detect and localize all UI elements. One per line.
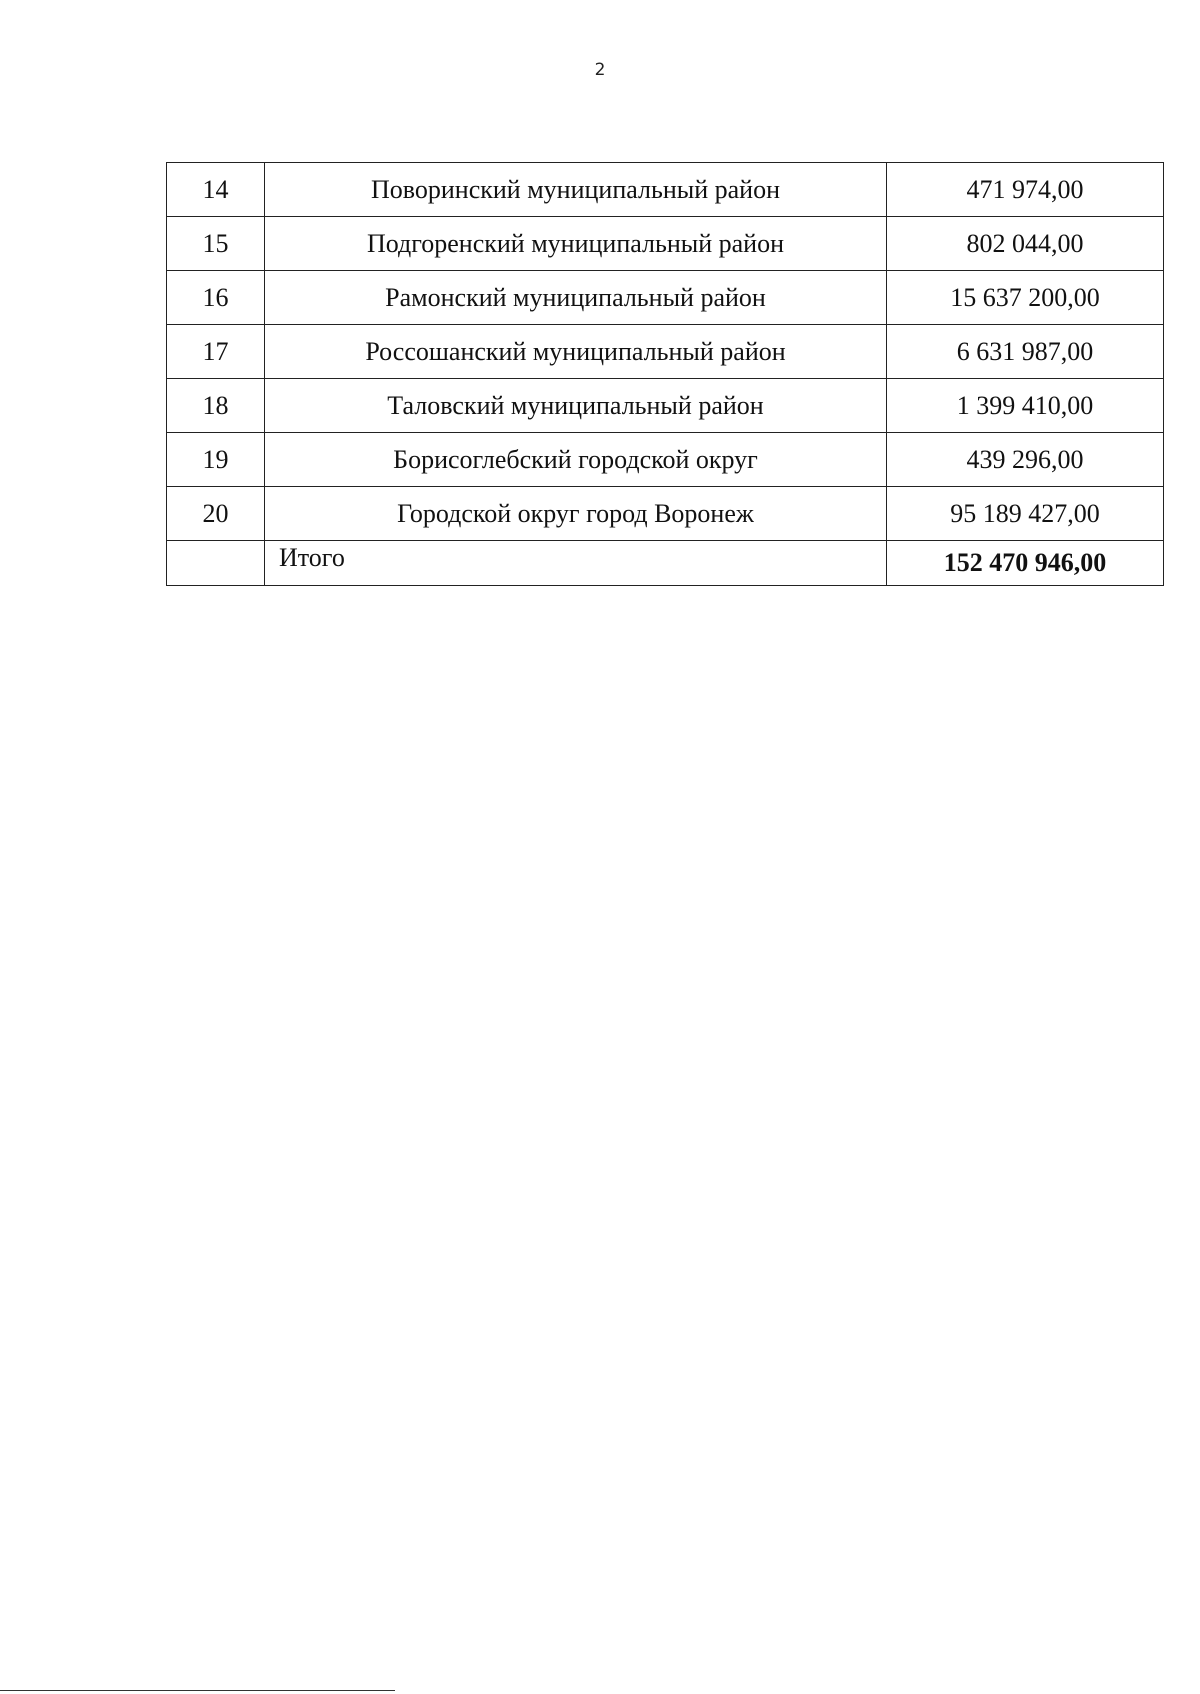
municipality-name: Борисоглебский городской округ [265,433,887,487]
table-row [167,487,1164,541]
amount-value: 802 044,00 [887,217,1164,271]
row-number: 19 [167,433,265,487]
page-number: 2 [594,60,606,80]
table-row [167,271,1164,325]
amount-value: 471 974,00 [887,163,1164,217]
row-number: 20 [167,487,265,541]
allocation-table [166,162,1164,586]
row-number: 15 [167,217,265,271]
row-number: 17 [167,325,265,379]
total-row [167,541,1164,586]
total-number-cell [167,541,265,586]
table-row [167,379,1164,433]
table-row [167,163,1164,217]
municipality-name: Рамонский муниципальный район [265,271,887,325]
municipality-name: Городской округ город Воронеж [265,487,887,541]
table-row [167,325,1164,379]
table-row [167,433,1164,487]
municipality-name: Россошанский муниципальный район [265,325,887,379]
amount-value: 1 399 410,00 [887,379,1164,433]
total-amount: 152 470 946,00 [887,541,1164,586]
table-row [167,217,1164,271]
amount-value: 15 637 200,00 [887,271,1164,325]
bottom-rule [0,1690,395,1691]
municipality-name: Таловский муниципальный район [265,379,887,433]
amount-value: 95 189 427,00 [887,487,1164,541]
amount-value: 439 296,00 [887,433,1164,487]
municipality-name: Поворинский муниципальный район [265,163,887,217]
row-number: 18 [167,379,265,433]
municipality-name: Подгоренский муниципальный район [265,217,887,271]
row-number: 14 [167,163,265,217]
amount-value: 6 631 987,00 [887,325,1164,379]
total-label: Итого [265,541,887,586]
row-number: 16 [167,271,265,325]
